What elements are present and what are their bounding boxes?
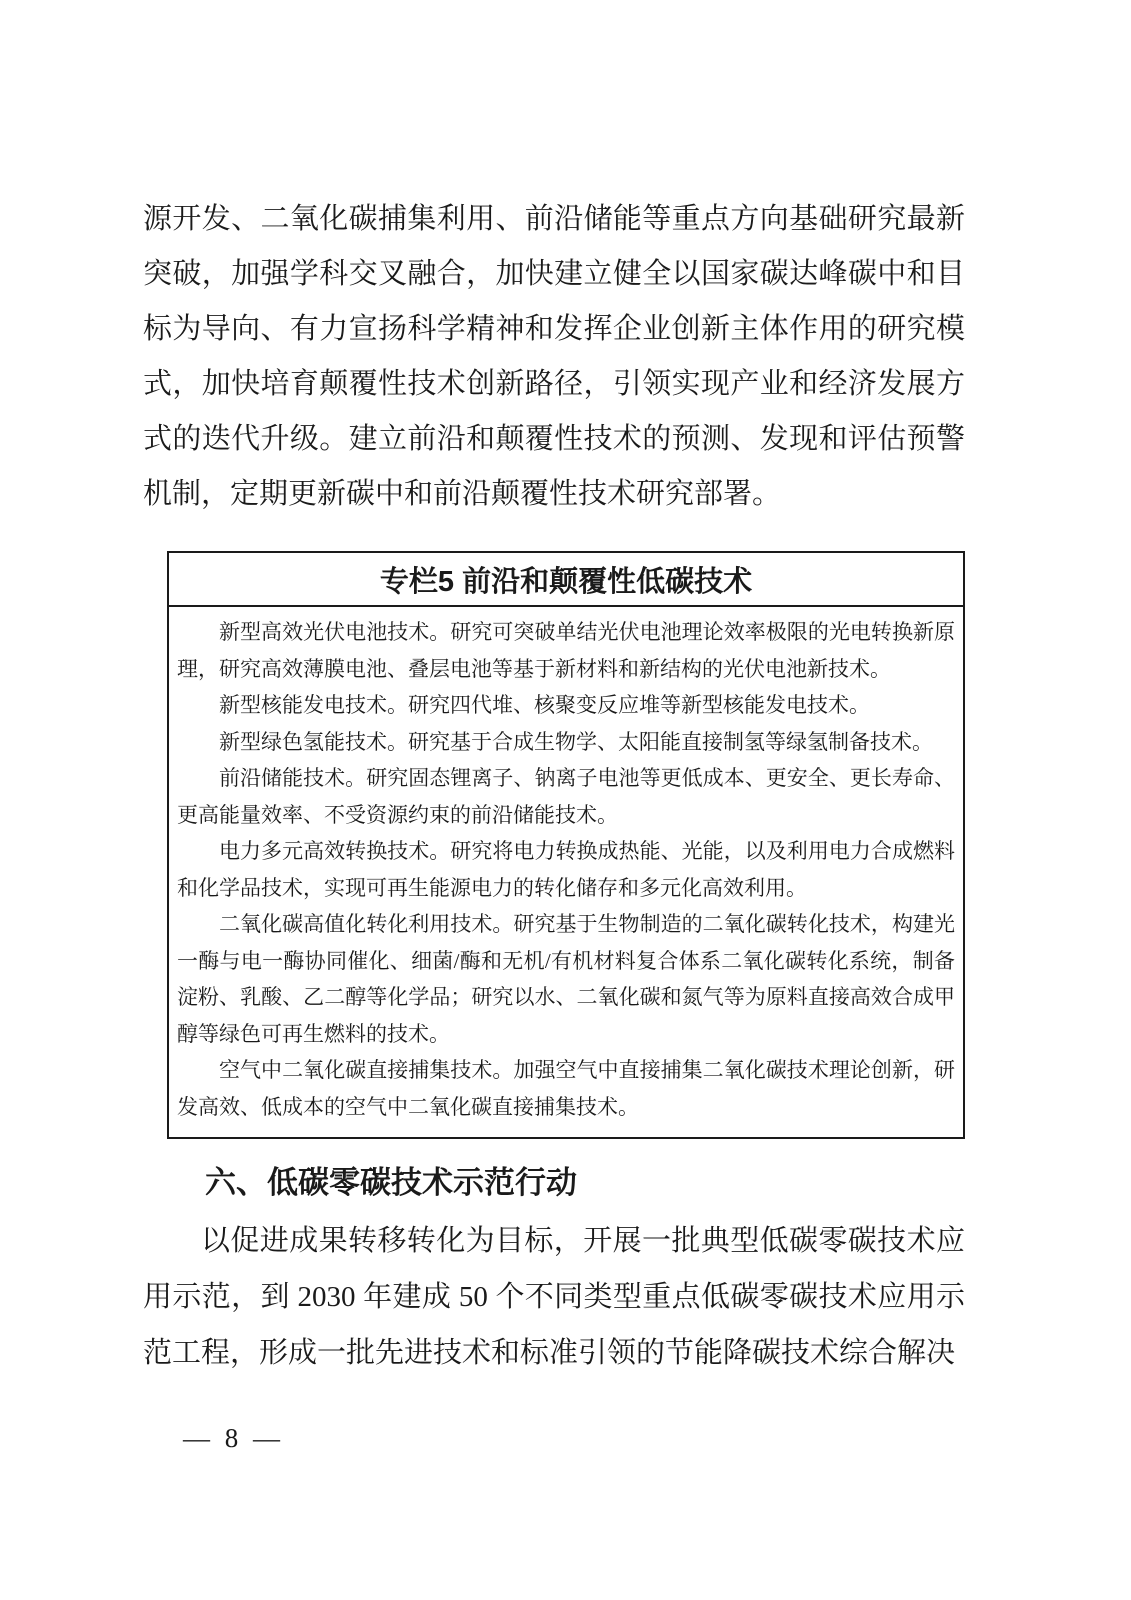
panel-body (169, 607, 963, 1137)
panel-paragraph: 电力多元高效转换技术。研究将电力转换成热能、光能，以及利用电力合成燃料和化学品技术，实现可再生能源电力的转化储存和多元化高效利用。 (177, 839, 955, 900)
panel-paragraph: 新型绿色氢能技术。研究基于合成生物学、太阳能直接制氢等绿氢制备技术。 (219, 729, 933, 754)
page-number: — 8 — (183, 1423, 284, 1453)
panel-paragraph: 空气中二氧化碳直接捕集技术。加强空气中直接捕集二氧化碳技术理论创新，研发高效、低成本的空气中二氧化碳直接捕集技术。 (177, 1058, 955, 1119)
panel-paragraph: 新型核能发电技术。研究四代堆、核聚变反应堆等新型核能发电技术。 (219, 693, 870, 717)
panel-paragraph: 二氧化碳高值化转化利用技术。研究基于生物制造的二氧化碳转化技术，构建光一酶与电一酶协同催化、细菌/酶和无机/有机材料复合体系二氧化碳转化系统，制备淀粉、乳酸、乙二醇等化学品；研究以水、二氧化碳和氮气等为原料直接高效合成甲醇等绿色可再生燃料的技术。 (177, 912, 955, 1046)
panel-paragraph: 新型高效光伏电池技术。研究可突破单结光伏电池理论效率极限的光电转换新原理，研究高效薄膜电池、叠层电池等基于新材料和新结构的光伏电池新技术。 (177, 620, 955, 681)
intro-paragraph: 源开发、二氧化碳捕集利用、前沿储能等重点方向基础研究最新突破，加强学科交叉融合，加快建立健全以国家碳达峰碳中和目标为导向、有力宣扬科学精神和发挥企业创新主体作用的研究模式，加快培育颠覆性技术创新路径，引领实现产业和经济发展方式的迭代升级。建立前沿和颠覆性技术的预测、发现和评估预警机制，定期更新碳中和前沿颠覆性技术研究部署。 (143, 203, 965, 510)
section-paragraph: 以促进成果转移转化为目标，开展一批典型低碳零碳技术应用示范，到 2030 年建成 50 个不同类型重点低碳零碳技术应用示范工程，形成一批先进技术和标准引领的节能降碳技术综合解决 (143, 1225, 965, 1369)
section-heading: 六、低碳零碳技术示范行动 (205, 1165, 577, 1200)
highlight-panel (167, 551, 965, 1139)
panel-title: 专栏5 前沿和颠覆性低碳技术 (169, 553, 963, 607)
panel-paragraph: 前沿储能技术。研究固态锂离子、钠离子电池等更低成本、更安全、更长寿命、更高能量效率、不受资源约束的前沿储能技术。 (177, 766, 955, 827)
